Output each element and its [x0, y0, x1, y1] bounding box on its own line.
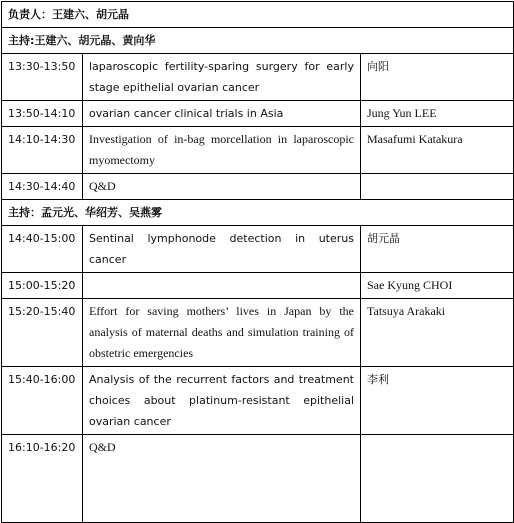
topic-cell: Q&D	[83, 435, 361, 523]
time-cell: 14:10-14:30	[2, 127, 83, 174]
host-label-1: 主持:王建六、胡元晶、黄向华	[2, 28, 514, 54]
topic-cell: Sentinal lymphonode detection in uterus cancer	[83, 226, 361, 273]
speaker-cell: Masafumi Katakura	[361, 127, 514, 174]
time-cell: 15:00-15:20	[2, 273, 83, 299]
topic-cell: Analysis of the recurrent factors and treatment choices about platinum-resistant epithelial ovarian cancer	[83, 367, 361, 435]
time-cell: 14:30-14:40	[2, 174, 83, 200]
time-cell: 13:30-13:50	[2, 54, 83, 101]
speaker-cell: 向阳	[361, 54, 514, 101]
responsible-label: 负责人：王建六、胡元晶	[2, 2, 514, 28]
table-row	[2, 226, 514, 273]
topic-cell: Effort for saving mothers’ lives in Japan by the analysis of maternal deaths and simulation training of obstetric emergencies	[83, 299, 361, 367]
table-row	[2, 435, 514, 523]
schedule-table	[1, 1, 514, 523]
table-row	[2, 54, 514, 101]
table-row	[2, 273, 514, 299]
time-cell: 15:40-16:00	[2, 367, 83, 435]
speaker-cell: Jung Yun LEE	[361, 101, 514, 127]
speaker-cell	[361, 174, 514, 200]
topic-cell	[83, 273, 361, 299]
host-row-2	[2, 200, 514, 226]
table-row	[2, 127, 514, 174]
time-cell: 13:50-14:10	[2, 101, 83, 127]
speaker-cell: Tatsuya Arakaki	[361, 299, 514, 367]
table-row	[2, 174, 514, 200]
host-label-2: 主持：孟元光、华绍芳、吴燕雾	[2, 200, 514, 226]
time-cell: 14:40-15:00	[2, 226, 83, 273]
speaker-cell	[361, 435, 514, 523]
table-row	[2, 367, 514, 435]
topic-cell: Investigation of in-bag morcellation in laparoscopic myomectomy	[83, 127, 361, 174]
table-row	[2, 299, 514, 367]
topic-cell: ovarian cancer clinical trials in Asia	[83, 101, 361, 127]
time-cell: 15:20-15:40	[2, 299, 83, 367]
topic-cell: Q&D	[83, 174, 361, 200]
speaker-cell: Sae Kyung CHOI	[361, 273, 514, 299]
table-row	[2, 101, 514, 127]
speaker-cell: 李利	[361, 367, 514, 435]
topic-cell: laparoscopic fertility-sparing surgery for early stage epithelial ovarian cancer	[83, 54, 361, 101]
responsible-row	[2, 2, 514, 28]
host-row-1	[2, 28, 514, 54]
time-cell: 16:10-16:20	[2, 435, 83, 523]
speaker-cell: 胡元晶	[361, 226, 514, 273]
